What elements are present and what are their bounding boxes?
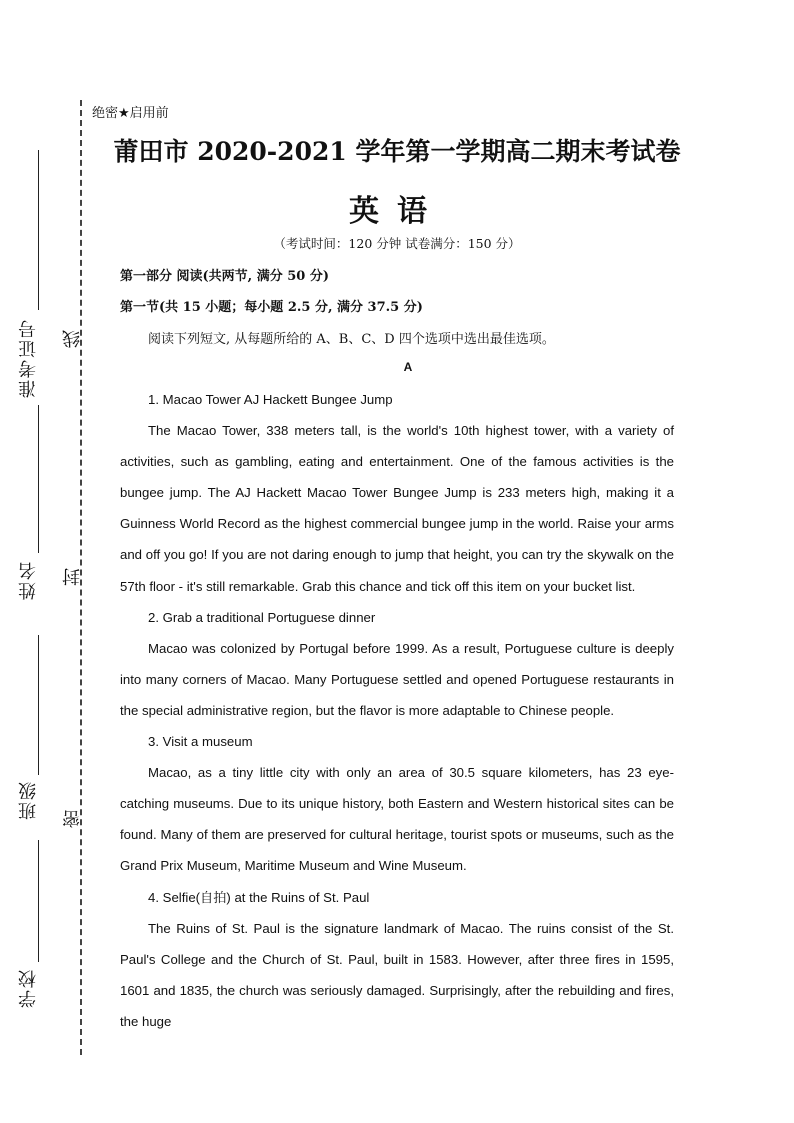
paragraph: The Ruins of St. Paul is the signature landmark of Macao. The ruins consist of the St. Paul's College and the Church of St. Paul, built in 1583. However, after three fires in 1595, 1601 and 1835, the church was seriously damaged. Surprisingly, after the rebuilding and fires, the huge xyxy=(120,920,674,1029)
paragraph: The Macao Tower, 338 meters tall, is the world's 10th highest tower, with a variety of activities, such as gambling, eating and entertainment. One of the famous activities is the bungee jump. The AJ Hackett Macao Tower Bungee Jump is 233 meters high, making it a Guinness World Record as the highest commercial bungee jump in the world. Raise your arms and off you go! If you are not daring enough to jump that height, you can try the skywalk on the 57th floor - it's still remarkable. Grab this chance and tick off this item on your bucket list. xyxy=(120,423,674,594)
subject-title: 英语 xyxy=(349,194,445,229)
exam-number-label: 准考证号 xyxy=(18,318,39,398)
item-heading: 2. Grab a traditional Portuguese dinner xyxy=(148,609,376,625)
school-underline xyxy=(38,840,39,962)
section-heading: 第一节(共 15 小题；每小题 2.5 分, 满分 37.5 分) xyxy=(120,300,423,315)
class-underline xyxy=(38,635,39,775)
exam-title: 莆田市 2020-2021 学年第一学期高二期末考试卷 xyxy=(113,137,681,166)
secret-mark: 绝密★启用前 xyxy=(92,106,169,121)
name-label: 姓名 xyxy=(18,560,39,600)
exam-info: （考试时间：120 分钟 试卷满分：150 分） xyxy=(273,236,521,251)
seal-char-seal: 封 xyxy=(62,568,83,586)
paragraph: Macao, as a tiny little city with only an area of 30.5 square kilometers, has 23 eye-catching museums. Due to its unique history, both Eastern and Western historical sites can be found. Many of them are preserved for cultural heritage, tourist spots or museums, such as the Grand Prix Museum, Maritime Museum and Wine Museum. xyxy=(120,765,674,874)
passage-body xyxy=(120,384,674,1037)
part-heading: 第一部分 阅读(共两节, 满分 50 分) xyxy=(120,269,330,284)
name-underline xyxy=(38,405,39,553)
class-label: 班级 xyxy=(18,780,39,820)
instruction-text: 阅读下列短文, 从每题所给的 A、B、C、D 四个选项中选出最佳选项。 xyxy=(148,332,555,347)
paragraph: Macao was colonized by Portugal before 1999. As a result, Portuguese culture is deeply into many corners of Macao. Many Portuguese settled and opened Portuguese restaurants in the special administrative region, but the flavor is more adaptable to Chinese people. xyxy=(120,640,674,718)
school-label: 学校 xyxy=(18,968,39,1008)
item-heading: 3. Visit a museum xyxy=(148,734,253,750)
seal-char-line: 线 xyxy=(62,330,83,348)
passage-label: A xyxy=(403,360,413,374)
exam-number-underline xyxy=(38,150,39,310)
item-heading: 4. Selfie(自拍) at the Ruins of St. Paul xyxy=(148,889,370,905)
item-heading: 1. Macao Tower AJ Hackett Bungee Jump xyxy=(148,392,393,407)
seal-char-secret: 密 xyxy=(62,810,83,828)
